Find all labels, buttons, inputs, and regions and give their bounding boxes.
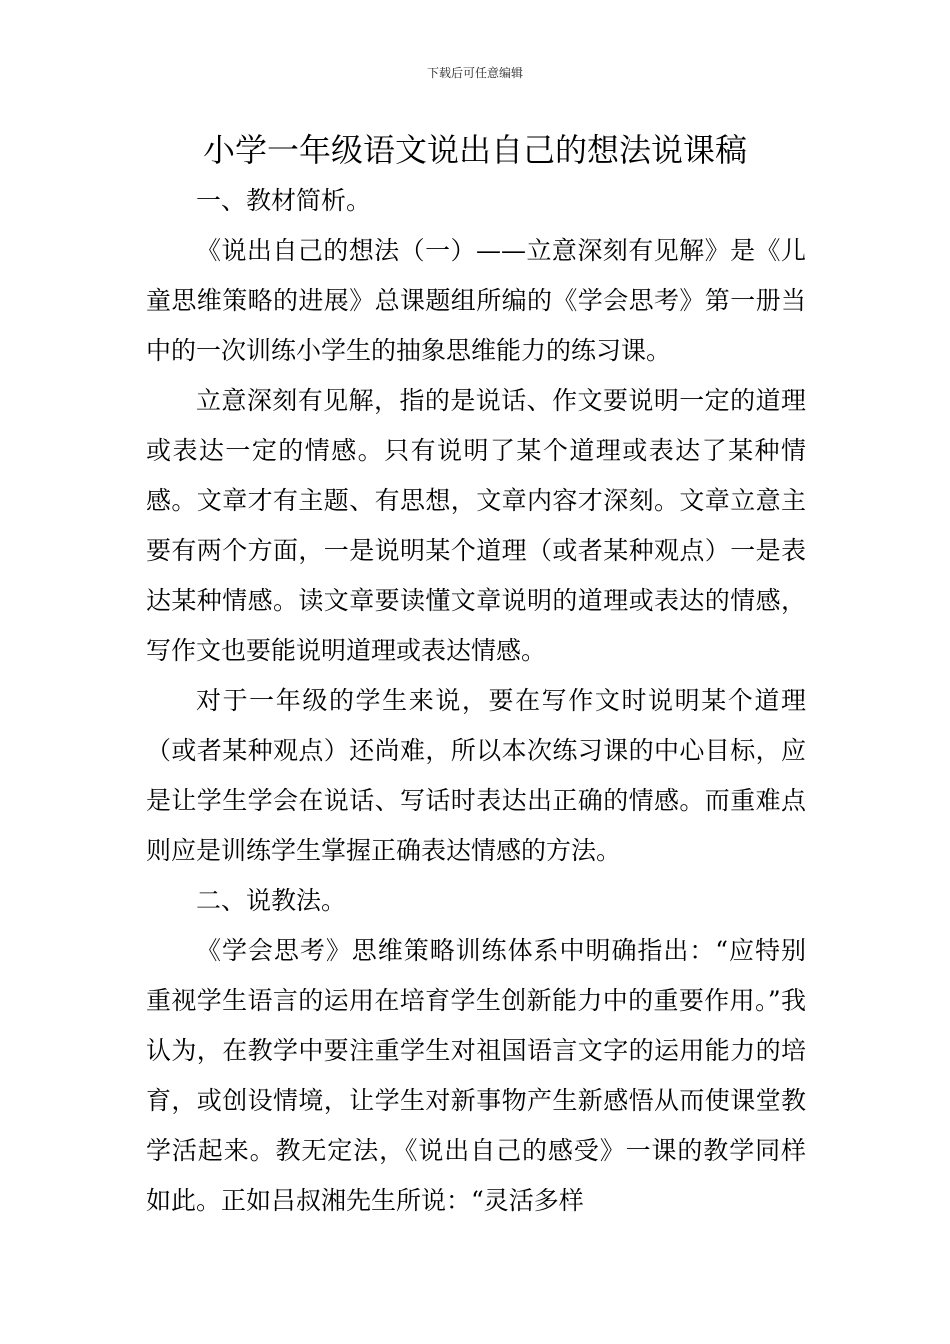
- section-heading-teaching-method: 二、说教法。: [196, 886, 347, 915]
- document-title: 小学一年级语文说出自己的想法说课稿: [202, 131, 747, 169]
- paragraph-textbook-intro: 《说出自己的想法（一）——立意深刻有见解》是《儿童思维策略的进展》总课题组所编的《学会思考》第一册当中的一次训练小学生的抽象思维能力的练习课。: [146, 236, 806, 365]
- section-heading-textbook-analysis: 一、教材简析。: [196, 186, 372, 215]
- document-body: [146, 176, 806, 1226]
- paragraph-insight-definition: 立意深刻有见解，指的是说话、作文要说明一定的道理或表达一定的情感。只有说明了某个道理或表达了某种情感。文章才有主题、有思想，文章内容才深刻。文章立意主要有两个方面，一是说明某个道理（或者某种观点）一是表达某种情感。读文章要读懂文章说明的道理或表达的情感，写作文也要能说明道理或表达情感。: [146, 386, 806, 665]
- paragraph-teaching-method: 《学会思考》思维策略训练体系中明确指出：“应特别重视学生语言的运用在培育学生创新能力中的重要作用。”我认为，在教学中要注重学生对祖国语言文字的运用能力的培育，或创设情境，让学生对新事物产生新感悟从而使课堂教学活起来。教无定法，《说出自己的感受》一课的教学同样如此。正如吕叔湘先生所说：“灵活多样: [146, 936, 806, 1215]
- download-note: 下载后可任意编辑: [426, 66, 523, 80]
- paragraph-teaching-goal: 对于一年级的学生来说，要在写作文时说明某个道理（或者某种观点）还尚难，所以本次练习课的中心目标，应是让学生学会在说话、写话时表达出正确的情感。而重难点则应是训练学生掌握正确表达情感的方法。: [146, 686, 806, 865]
